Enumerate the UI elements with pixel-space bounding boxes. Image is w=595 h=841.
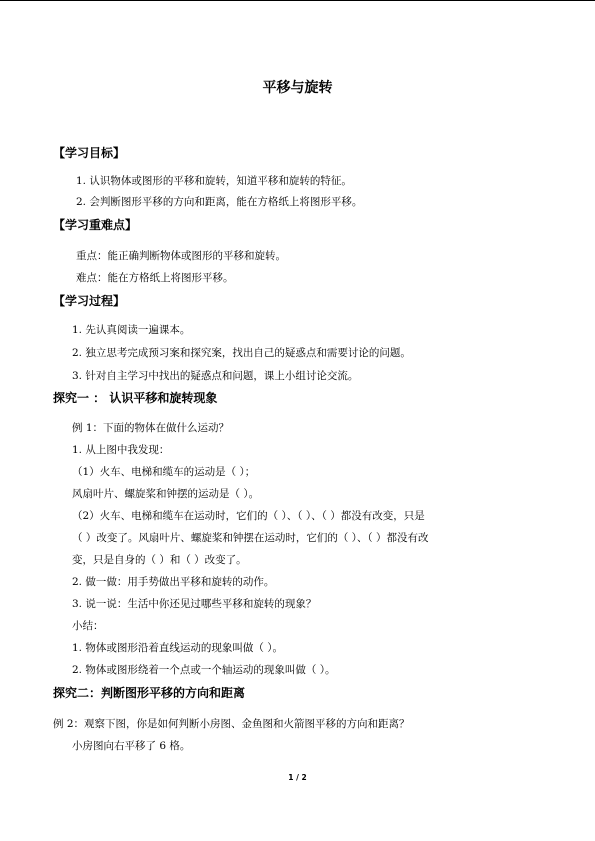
page-title: 平移与旋转: [262, 80, 333, 96]
explore2-heading: 探究二：判断图形平移的方向和距离: [53, 686, 246, 700]
key-point-focus: 重点：能正确判断物体或图形的平移和旋转。: [76, 250, 286, 262]
page-number: 1 / 2: [288, 773, 307, 782]
explore2-example: 例 2：观察下图，你是如何判断小房图、金鱼图和火箭图平移的方向和距离？: [53, 718, 410, 730]
process-item-1: 1. 先认真阅读一遍课本。: [72, 324, 191, 336]
explore1-example: 例 1：下面的物体在做什么运动？: [72, 422, 230, 434]
explore1-q2: （2）火车、电梯和缆车在运动时，它们的（ ）、（ ）、（ ）都没有改变，只是: [72, 510, 425, 522]
explore1-summary-label: 小结：: [72, 620, 104, 632]
goal-item-1: 1. 认识物体或图形的平移和旋转，知道平移和旋转的特征。: [76, 175, 352, 187]
explore1-summary-2: 2. 物体或图形绕着一个点或一个轴运动的现象叫做（ ）。: [72, 664, 336, 676]
explore2-house: 小房图向右平移了 6 格。: [72, 740, 191, 752]
process-item-3: 3. 针对自主学习中找出的疑惑点和问题，课上小组讨论交流。: [72, 370, 359, 382]
goals-heading: 【学习目标】: [53, 146, 126, 160]
process-heading: 【学习过程】: [53, 294, 126, 308]
explore1-q2-cont: （ ）改变了。风扇叶片、螺旋桨和钟摆在运动时，它们的（ ）、（ ）都没有改: [72, 532, 429, 544]
process-item-2: 2. 独立思考完成预习案和探究案，找出自己的疑惑点和需要讨论的问题。: [72, 347, 411, 359]
explore1-q1-cont: 风扇叶片、螺旋桨和钟摆的运动是（ ）。: [72, 488, 260, 500]
explore1-heading: 探究一 ： 认识平移和旋转现象: [53, 391, 218, 405]
explore1-q2-end: 变，只是自身的（ ）和（ ）改变了。: [72, 554, 247, 566]
top-rule: [0, 0, 595, 1]
goal-item-2: 2. 会判断图形平移的方向和距离，能在方格纸上将图形平移。: [76, 196, 363, 208]
explore1-say: 3. 说一说：生活中你还见过哪些平移和旋转的现象？: [72, 598, 317, 610]
key-points-heading: 【学习重难点】: [53, 218, 138, 232]
explore1-q1: （1）火车、电梯和缆车的运动是（ ）；: [72, 466, 256, 478]
explore1-summary-1: 1. 物体或图形沿着直线运动的现象叫做（ ）。: [72, 642, 283, 654]
explore1-do: 2. 做一做：用手势做出平移和旋转的动作。: [72, 576, 275, 588]
explore1-discovery: 1. 从上图中我发现：: [72, 444, 170, 456]
key-point-difficulty: 难点：能在方格纸上将图形平移。: [76, 272, 234, 284]
